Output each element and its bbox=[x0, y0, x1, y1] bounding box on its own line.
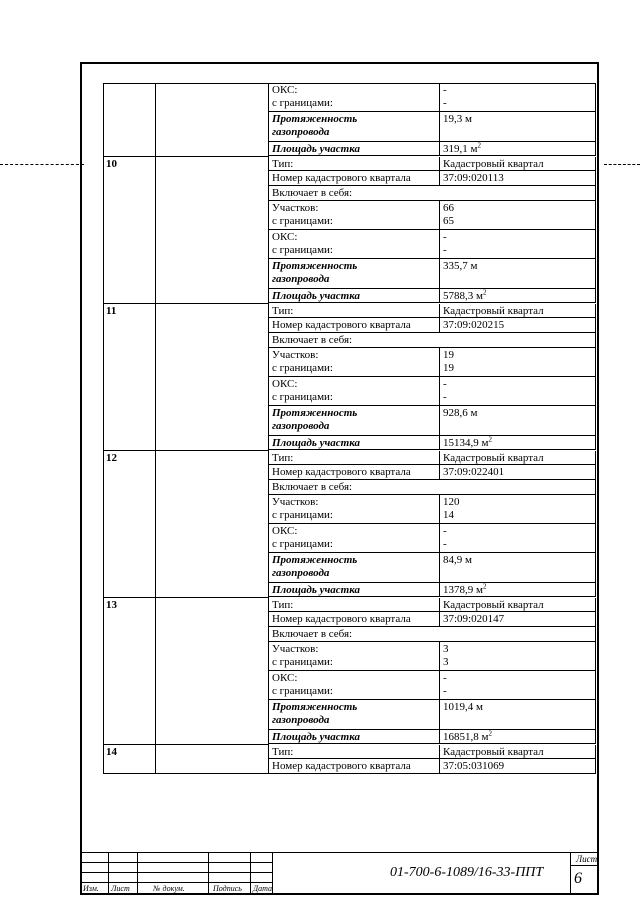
block-10-length-label bbox=[269, 259, 440, 288]
block-10-number bbox=[103, 157, 156, 304]
block-10-area-value-superscript: 2 bbox=[482, 288, 487, 297]
block-11-length-value bbox=[440, 406, 596, 435]
block-11-area-label-text: Площадь участка bbox=[272, 436, 360, 449]
block-12-oks-value-line-1: - bbox=[443, 525, 447, 537]
block-10-type-value bbox=[440, 157, 596, 172]
block-13-number-text: 13 bbox=[106, 598, 117, 611]
block-10-kadnum-value bbox=[440, 171, 596, 186]
block-11-name-cell bbox=[156, 304, 269, 451]
prev-oks-value bbox=[440, 83, 596, 112]
block-13-parcels-value-line-1: 3 bbox=[443, 642, 449, 655]
block-12-length-label-line-1: Протяженность bbox=[272, 554, 358, 567]
block-11-type-value-text: Кадастровый квартал bbox=[443, 304, 544, 317]
block-11-kadnum-value bbox=[440, 318, 596, 333]
block-13-area-value bbox=[440, 730, 596, 745]
block-10-oks-label bbox=[269, 230, 440, 259]
block-13-oks-value-line-2: - bbox=[443, 685, 447, 697]
block-12-area-value-superscript: 2 bbox=[482, 582, 487, 591]
block-14-kadnum-label-text: Номер кадастрового квартала bbox=[272, 760, 411, 773]
block-11-parcels-value bbox=[440, 348, 596, 377]
block-11-parcels-value-line-1: 19 bbox=[443, 348, 454, 361]
block-12-type-value bbox=[440, 451, 596, 466]
prev-name-cell bbox=[156, 83, 269, 157]
block-13-kadnum-label-text: Номер кадастрового квартала bbox=[272, 613, 411, 626]
block-11-kadnum-label bbox=[269, 318, 440, 333]
sheet-label: Лист bbox=[576, 854, 598, 864]
block-14-kadnum-value bbox=[440, 759, 596, 774]
block-13-length-label bbox=[269, 700, 440, 729]
block-14-name-cell bbox=[156, 745, 269, 774]
block-10-area-value-text: 5788,3 м bbox=[443, 289, 483, 302]
block-13-type-value bbox=[440, 598, 596, 613]
block-10-type-label-text: Тип: bbox=[272, 157, 294, 170]
block-11-parcels-label-line-1: Участков: bbox=[272, 348, 319, 361]
prev-area-value-text: 319,1 м bbox=[443, 142, 478, 155]
block-12-name-cell bbox=[156, 451, 269, 598]
prev-oks-label-line-2: с границами: bbox=[272, 97, 333, 109]
block-12-length-label-line-2: газопровода bbox=[272, 567, 330, 580]
block-11-type-label-text: Тип: bbox=[272, 304, 294, 317]
block-13-area-value-superscript: 2 bbox=[488, 729, 492, 738]
izm-label: Изм. bbox=[83, 884, 99, 893]
block-10-oks-label-line-1: ОКС: bbox=[272, 231, 298, 243]
block-13-area-label-text: Площадь участка bbox=[272, 730, 360, 743]
date-label: Дата bbox=[253, 884, 272, 893]
block-10-type-value-text: Кадастровый квартал bbox=[443, 157, 544, 170]
sign-label: Подпись bbox=[213, 884, 242, 893]
prev-length-label-line-1: Протяженность bbox=[272, 113, 358, 126]
block-12-length-value-text: 84,9 м bbox=[443, 554, 472, 567]
block-10-area-label bbox=[269, 289, 440, 304]
block-13-type-label-text: Тип: bbox=[272, 598, 294, 611]
block-13-length-value bbox=[440, 700, 596, 729]
block-10-area-value bbox=[440, 289, 596, 304]
list-label: Лист bbox=[111, 884, 130, 893]
block-11-includes bbox=[269, 333, 596, 348]
block-14-kadnum-value-text: 37:05:031069 bbox=[443, 760, 505, 773]
block-11-length-label bbox=[269, 406, 440, 435]
block-10-length-label-line-1: Протяженность bbox=[272, 260, 358, 273]
block-13-parcels-label-line-1: Участков: bbox=[272, 642, 319, 655]
doc-label: № докум. bbox=[153, 884, 185, 893]
block-13-length-label-line-1: Протяженность bbox=[272, 701, 358, 714]
block-13-oks-value-line-1: - bbox=[443, 672, 447, 684]
block-13-type-value-text: Кадастровый квартал bbox=[443, 598, 544, 611]
block-10-includes-text: Включает в себя: bbox=[272, 186, 353, 199]
prev-oks-value-line-2: - bbox=[443, 97, 447, 109]
document-code: 01-700-6-1089/16-33-ППТ bbox=[390, 865, 544, 880]
block-14-number bbox=[103, 745, 156, 774]
prev-oks-label-line-1: ОКС: bbox=[272, 84, 298, 96]
prev-length-value bbox=[440, 112, 596, 141]
block-12-parcels-label-line-1: Участков: bbox=[272, 495, 319, 508]
title-block bbox=[80, 852, 599, 895]
block-13-kadnum-label bbox=[269, 612, 440, 627]
block-12-parcels-value-line-1: 120 bbox=[443, 495, 460, 508]
block-13-includes-text: Включает в себя: bbox=[272, 627, 353, 640]
block-10-area-label-text: Площадь участка bbox=[272, 289, 360, 302]
block-10-number-text: 10 bbox=[106, 157, 117, 170]
block-11-length-label-line-2: газопровода bbox=[272, 420, 330, 433]
block-10-kadnum-value-text: 37:09:020113 bbox=[443, 172, 504, 185]
block-11-area-value-superscript: 2 bbox=[488, 435, 492, 444]
block-10-kadnum-label bbox=[269, 171, 440, 186]
block-12-kadnum-label-text: Номер кадастрового квартала bbox=[272, 466, 411, 479]
block-13-kadnum-value-text: 37:09:020147 bbox=[443, 613, 505, 626]
block-10-name-cell bbox=[156, 157, 269, 304]
block-10-length-value-text: 335,7 м bbox=[443, 260, 478, 273]
block-11-length-value-text: 928,6 м bbox=[443, 407, 478, 420]
block-12-parcels-value bbox=[440, 495, 596, 524]
block-11-number bbox=[103, 304, 156, 451]
block-13-type-label bbox=[269, 598, 440, 613]
block-14-type-label-text: Тип: bbox=[272, 745, 294, 758]
block-11-area-value bbox=[440, 436, 596, 451]
block-13-kadnum-value bbox=[440, 612, 596, 627]
block-13-number bbox=[103, 598, 156, 745]
block-11-parcels-label-line-2: с границами: bbox=[272, 361, 333, 374]
block-11-oks-value-line-1: - bbox=[443, 378, 447, 390]
block-12-kadnum-value-text: 37:09:022401 bbox=[443, 466, 505, 479]
cut-mark-right bbox=[604, 164, 640, 166]
block-12-kadnum-label bbox=[269, 465, 440, 480]
block-13-area-value-text: 16851,8 м bbox=[443, 730, 489, 743]
block-11-parcels-label bbox=[269, 348, 440, 377]
block-12-oks-value bbox=[440, 524, 596, 553]
block-10-includes bbox=[269, 186, 596, 201]
block-10-oks-label-line-2: с границами: bbox=[272, 244, 333, 256]
block-11-oks-label-line-1: ОКС: bbox=[272, 378, 298, 390]
block-12-area-label-text: Площадь участка bbox=[272, 583, 360, 596]
block-13-includes bbox=[269, 627, 596, 642]
prev-area-label bbox=[269, 142, 440, 157]
prev-area-value bbox=[440, 142, 596, 157]
block-11-area-value-text: 15134,9 м bbox=[443, 436, 489, 449]
prev-area-label-text: Площадь участка bbox=[272, 142, 360, 155]
prev-length-label bbox=[269, 112, 440, 141]
block-13-length-value-text: 1019,4 м bbox=[443, 701, 483, 714]
block-14-number-text: 14 bbox=[106, 745, 117, 758]
sheet-number: 6 bbox=[574, 870, 582, 887]
prev-num-cell bbox=[103, 83, 156, 157]
block-10-oks-value bbox=[440, 230, 596, 259]
block-10-parcels-value-line-1: 66 bbox=[443, 201, 454, 214]
block-12-number bbox=[103, 451, 156, 598]
prev-length-value-text: 19,3 м bbox=[443, 113, 472, 126]
block-13-oks-label-line-2: с границами: bbox=[272, 685, 333, 697]
block-13-parcels-value-line-2: 3 bbox=[443, 655, 449, 668]
block-10-oks-value-line-2: - bbox=[443, 244, 447, 256]
block-12-area-label bbox=[269, 583, 440, 598]
prev-area-value-superscript: 2 bbox=[477, 141, 481, 150]
block-11-includes-text: Включает в себя: bbox=[272, 333, 353, 346]
block-10-parcels-label-line-2: с границами: bbox=[272, 214, 333, 227]
block-11-oks-value bbox=[440, 377, 596, 406]
block-11-kadnum-label-text: Номер кадастрового квартала bbox=[272, 319, 411, 332]
cadastral-table bbox=[103, 83, 596, 775]
block-10-type-label bbox=[269, 157, 440, 172]
block-13-parcels-value bbox=[440, 642, 596, 671]
block-13-length-label-line-2: газопровода bbox=[272, 714, 330, 727]
block-10-kadnum-label-text: Номер кадастрового квартала bbox=[272, 172, 411, 185]
block-12-length-value bbox=[440, 553, 596, 582]
block-10-length-label-line-2: газопровода bbox=[272, 273, 330, 286]
block-10-length-value bbox=[440, 259, 596, 288]
prev-length-label-line-2: газопровода bbox=[272, 126, 330, 139]
block-11-kadnum-value-text: 37:09:020215 bbox=[443, 319, 505, 332]
block-14-type-value-text: Кадастровый квартал bbox=[443, 745, 544, 758]
block-10-parcels-label-line-1: Участков: bbox=[272, 201, 319, 214]
block-11-type-value bbox=[440, 304, 596, 319]
block-13-area-label bbox=[269, 730, 440, 745]
block-12-number-text: 12 bbox=[106, 451, 117, 464]
block-11-parcels-value-line-2: 19 bbox=[443, 361, 454, 374]
prev-oks-value-line-1: - bbox=[443, 84, 447, 96]
block-12-area-value bbox=[440, 583, 596, 598]
block-10-parcels-value bbox=[440, 201, 596, 230]
block-11-length-label-line-1: Протяженность bbox=[272, 407, 358, 420]
block-11-number-text: 11 bbox=[106, 304, 117, 317]
block-12-oks-label-line-1: ОКС: bbox=[272, 525, 298, 537]
block-11-oks-label bbox=[269, 377, 440, 406]
block-12-length-label bbox=[269, 553, 440, 582]
block-12-kadnum-value bbox=[440, 465, 596, 480]
block-13-oks-value bbox=[440, 671, 596, 700]
block-13-oks-label bbox=[269, 671, 440, 700]
block-13-oks-label-line-1: ОКС: bbox=[272, 672, 298, 684]
block-12-parcels-value-line-2: 14 bbox=[443, 508, 454, 521]
block-12-parcels-label bbox=[269, 495, 440, 524]
block-10-parcels-label bbox=[269, 201, 440, 230]
block-11-area-label bbox=[269, 436, 440, 451]
block-12-parcels-label-line-2: с границами: bbox=[272, 508, 333, 521]
block-10-oks-value-line-1: - bbox=[443, 231, 447, 243]
prev-oks-label bbox=[269, 83, 440, 112]
block-11-oks-value-line-2: - bbox=[443, 391, 447, 403]
block-14-kadnum-label bbox=[269, 759, 440, 774]
block-12-type-value-text: Кадастровый квартал bbox=[443, 451, 544, 464]
block-12-oks-value-line-2: - bbox=[443, 538, 447, 550]
block-12-oks-label-line-2: с границами: bbox=[272, 538, 333, 550]
cut-mark-left bbox=[0, 164, 84, 166]
block-13-parcels-label bbox=[269, 642, 440, 671]
block-12-area-value-text: 1378,9 м bbox=[443, 583, 483, 596]
block-14-type-label bbox=[269, 745, 440, 760]
block-11-type-label bbox=[269, 304, 440, 319]
block-12-includes-text: Включает в себя: bbox=[272, 480, 353, 493]
block-12-oks-label bbox=[269, 524, 440, 553]
block-10-parcels-value-line-2: 65 bbox=[443, 214, 454, 227]
block-12-type-label bbox=[269, 451, 440, 466]
block-14-type-value bbox=[440, 745, 596, 760]
block-13-parcels-label-line-2: с границами: bbox=[272, 655, 333, 668]
block-12-type-label-text: Тип: bbox=[272, 451, 294, 464]
block-12-includes bbox=[269, 480, 596, 495]
block-11-oks-label-line-2: с границами: bbox=[272, 391, 333, 403]
block-13-name-cell bbox=[156, 598, 269, 745]
